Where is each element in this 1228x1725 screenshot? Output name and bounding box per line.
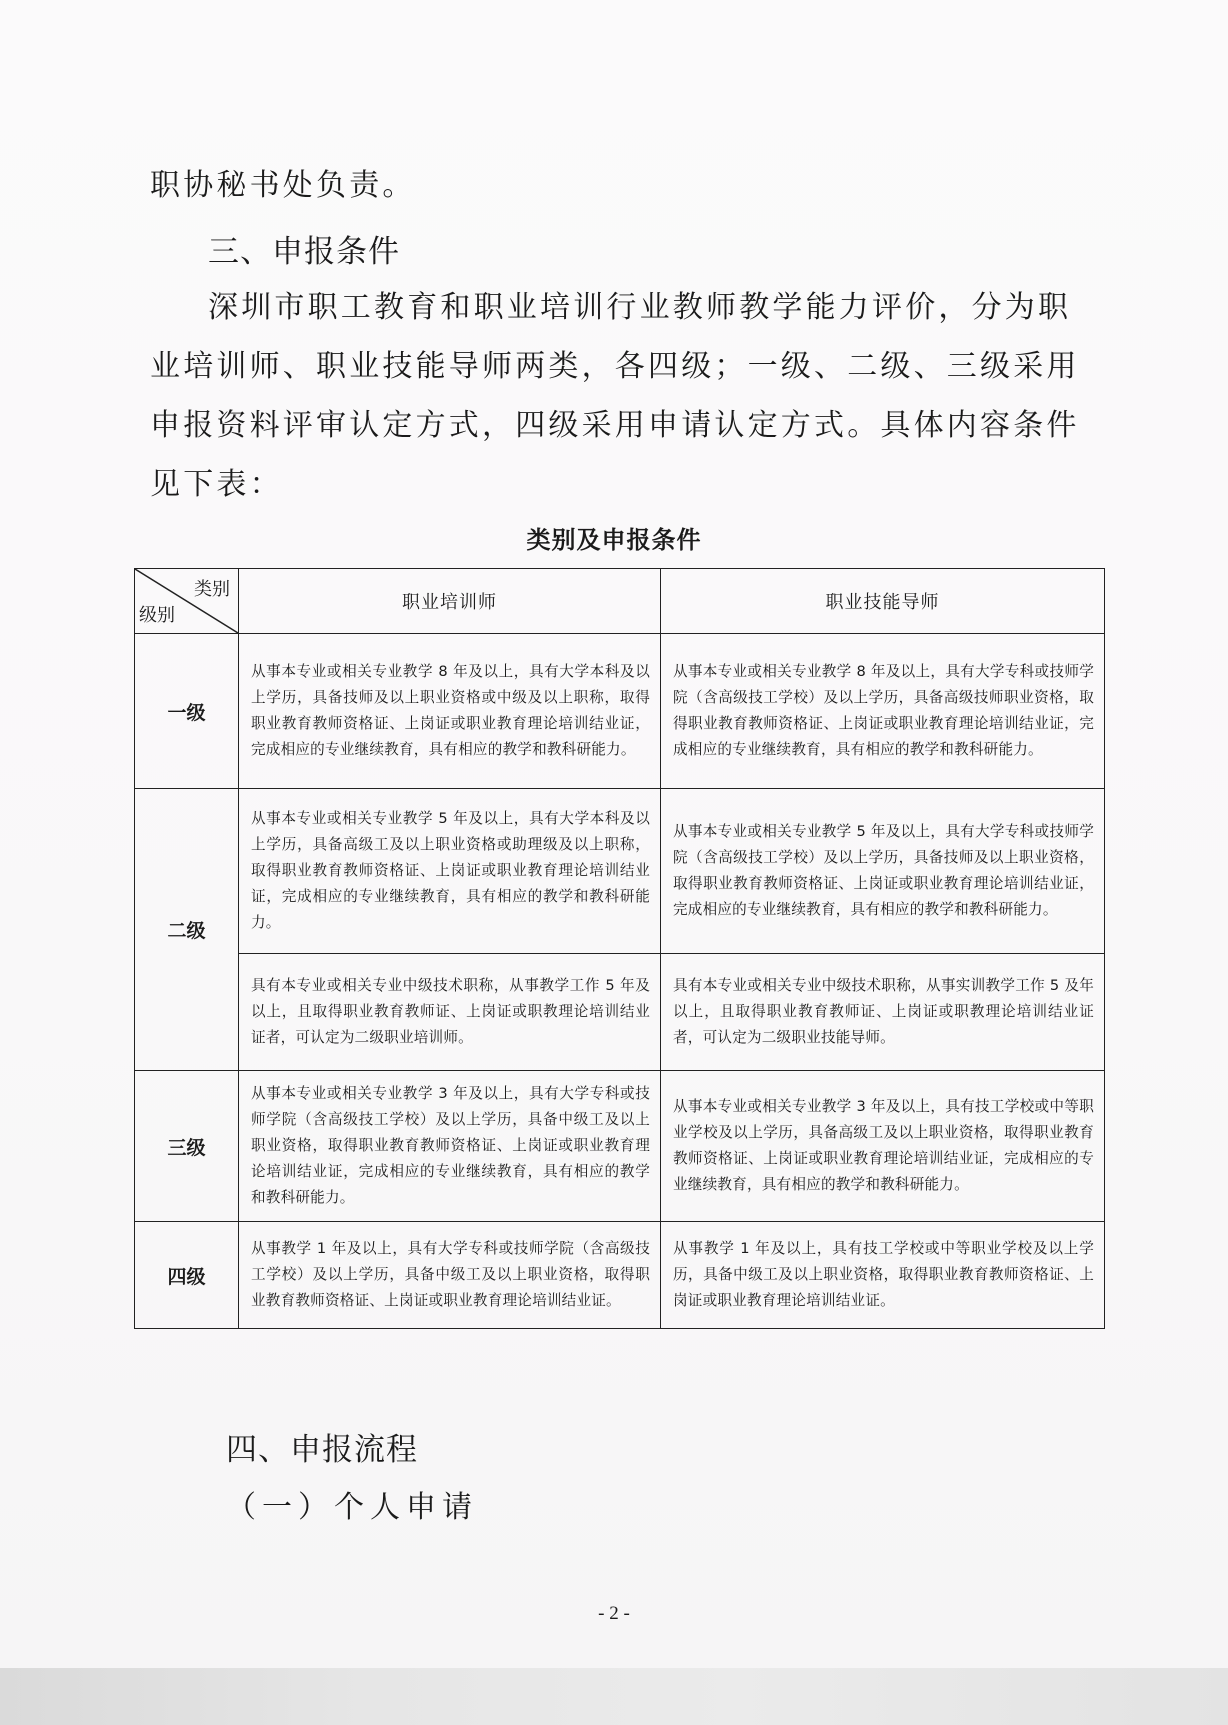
- column-header-skill-mentor: 职业技能导师: [661, 569, 1105, 634]
- paragraph-line: 深圳市职工教育和职业培训行业教师教学能力评价，分为职: [208, 290, 1072, 325]
- table-row: [135, 1071, 1105, 1222]
- table-row: [135, 634, 1105, 789]
- scan-bottom-edge: [0, 1668, 1228, 1725]
- criteria-cell: 具有本专业或相关专业中级技术职称，从事教学工作 5 年及以上，且取得职业教育教师证、上岗证或职教理论培训结业证者，可认定为二级职业培训师。: [239, 954, 661, 1071]
- table-row: [135, 1222, 1105, 1329]
- section-4-subheading: （一）个人申请: [226, 1490, 478, 1525]
- corner-level-label: 级别: [139, 605, 175, 626]
- section-3-heading: 三、申报条件: [208, 234, 400, 270]
- criteria-cell: 从事本专业或相关专业教学 3 年及以上，具有大学专科或技师学院（含高级技工学校）及以上学历，具备中级工及以上职业资格，取得职业教育教师资格证、上岗证或职业教育理论培训结业证，完成相应的专业继续教育，具有相应的教学和教科研能力。: [239, 1071, 661, 1222]
- corner-category-label: 类别: [194, 579, 230, 600]
- criteria-cell: 从事本专业或相关专业教学 8 年及以上，具有大学本科及以上学历，具备技师及以上职业资格或中级及以上职称，取得职业教育教师资格证、上岗证或职业教育理论培训结业证，完成相应的专业继续教育，具有相应的教学和教科研能力。: [239, 634, 661, 789]
- corner-header-cell: [135, 569, 239, 634]
- level-cell: 四级: [135, 1222, 239, 1329]
- opening-line: 职协秘书处负责。: [150, 168, 416, 203]
- table-row: [135, 789, 1105, 954]
- criteria-cell: 具有本专业或相关专业中级技术职称，从事实训教学工作 5 及年以上，且取得职业教育教师证、上岗证或职教理论培训结业证者，可认定为二级职业技能导师。: [661, 954, 1105, 1071]
- criteria-cell: 从事教学 1 年及以上，具有大学专科或技师学院（含高级技工学校）及以上学历，具备中级工及以上职业资格，取得职业教育教师资格证、上岗证或职业教育理论培训结业证。: [239, 1222, 661, 1329]
- column-header-trainer: 职业培训师: [239, 569, 661, 634]
- table-title: 类别及申报条件: [526, 526, 702, 554]
- criteria-cell: 从事本专业或相关专业教学 8 年及以上，具有大学专科或技师学院（含高级技工学校）及以上学历，具备高级技师职业资格，取得职业教育教师资格证、上岗证或职业教育理论培训结业证，完成相应的专业继续教育，具有相应的教学和教科研能力。: [661, 634, 1105, 789]
- section-4-heading: 四、申报流程: [226, 1432, 418, 1468]
- level-cell: 一级: [135, 634, 239, 789]
- criteria-cell: 从事本专业或相关专业教学 5 年及以上，具有大学专科或技师学院（含高级技工学校）及以上学历，具备技师及以上职业资格，取得职业教育教师资格证、上岗证或职业教育理论培训结业证，完成相应的专业继续教育，具有相应的教学和教科研能力。: [661, 789, 1105, 954]
- paragraph-line: 申报资料评审认定方式，四级采用申请认定方式。具体内容条件: [150, 408, 1080, 443]
- table-row: [135, 954, 1105, 1071]
- paragraph-line: 业培训师、职业技能导师两类，各四级；一级、二级、三级采用: [150, 349, 1080, 384]
- table-header-row: [135, 569, 1105, 634]
- page-number: - 2 -: [598, 1603, 630, 1624]
- criteria-table: [134, 568, 1105, 1329]
- criteria-cell: 从事本专业或相关专业教学 3 年及以上，具有技工学校或中等职业学校及以上学历，具备高级工及以上职业资格，取得职业教育教师资格证、上岗证或职业教育理论培训结业证，完成相应的专业继续教育，具有相应的教学和教科研能力。: [661, 1071, 1105, 1222]
- criteria-cell: 从事教学 1 年及以上，具有技工学校或中等职业学校及以上学历，具备中级工及以上职业资格，取得职业教育教师资格证、上岗证或职业教育理论培训结业证。: [661, 1222, 1105, 1329]
- criteria-cell: 从事本专业或相关专业教学 5 年及以上，具有大学本科及以上学历，具备高级工及以上职业资格或助理级及以上职称，取得职业教育教师资格证、上岗证或职业教育理论培训结业证，完成相应的专业继续教育，具有相应的教学和教科研能力。: [239, 789, 661, 954]
- paragraph-line: 见下表：: [150, 467, 283, 502]
- level-cell: 二级: [135, 789, 239, 1071]
- level-cell: 三级: [135, 1071, 239, 1222]
